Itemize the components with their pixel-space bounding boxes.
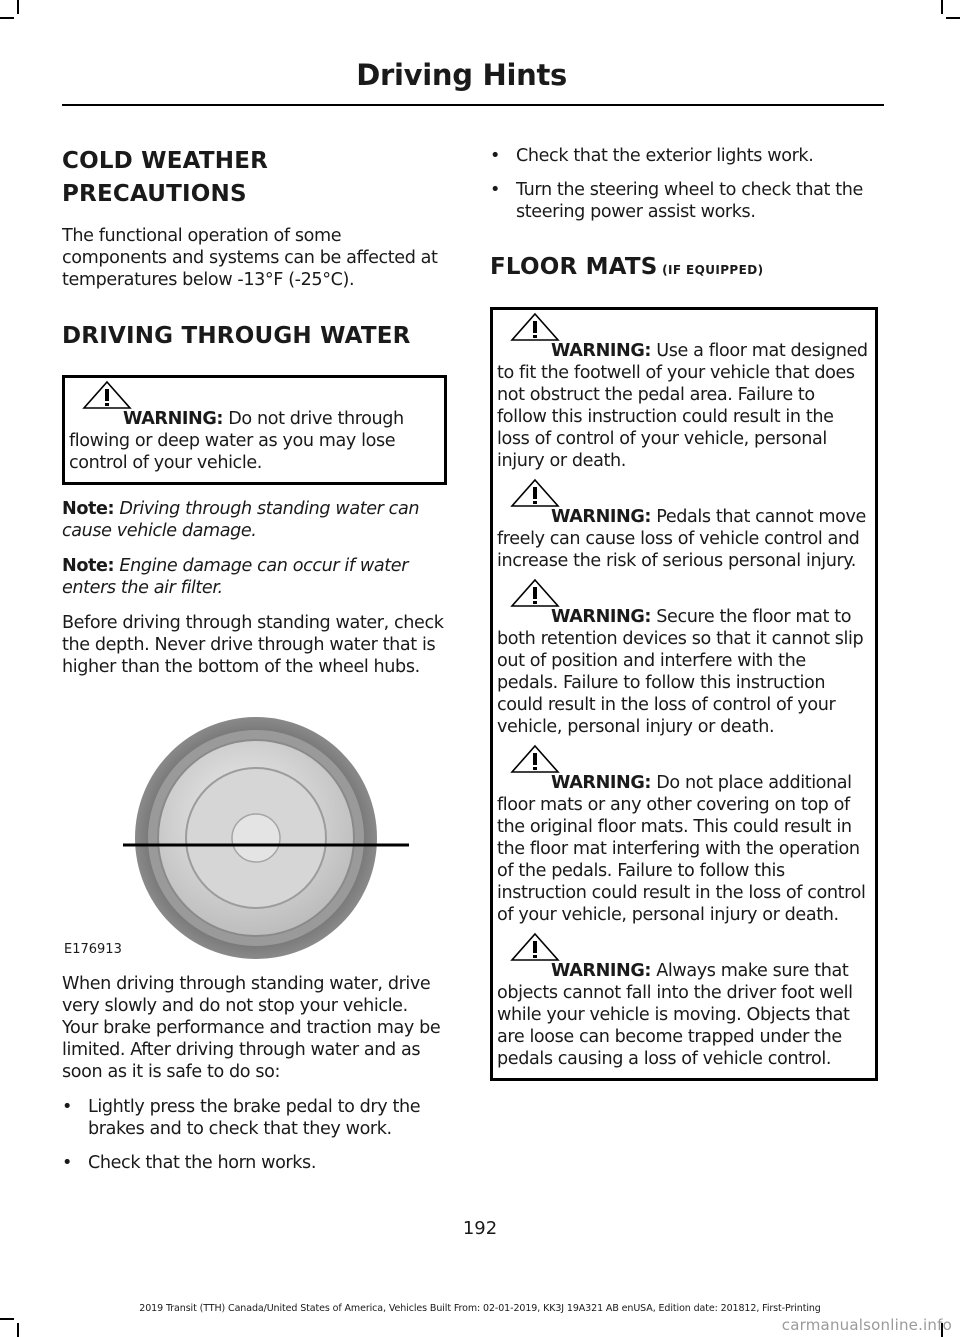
warning-label: WARNING:	[551, 961, 652, 981]
floor-mats-warning-box	[490, 307, 878, 1081]
figure-id: E176913	[64, 942, 122, 957]
note-text: Engine damage can occur if water enters the air filter.	[62, 556, 409, 598]
wheel-illustration	[62, 698, 447, 961]
warning-item	[69, 408, 438, 474]
crop-mark	[941, 0, 943, 14]
bullet-icon: •	[62, 1153, 72, 1173]
water-depth-text: Before driving through standing water, check the depth. Never drive through water that is higher than the bottom of the wheel hubs.	[62, 613, 444, 677]
cold-weather-heading-line-2: PRECAUTIONS	[62, 181, 247, 207]
crop-mark	[0, 1318, 14, 1320]
crop-mark	[0, 17, 14, 19]
crop-mark	[946, 17, 960, 19]
bullet-icon: •	[490, 146, 500, 166]
note-text: Driving through standing water can cause vehicle damage.	[62, 499, 420, 541]
bullet-icon: •	[62, 1097, 72, 1117]
list-item-text: Turn the steering wheel to check that the steering power assist works.	[516, 180, 863, 222]
note	[62, 555, 447, 599]
warning-triangle-icon	[509, 578, 561, 608]
warning-triangle-icon	[81, 380, 133, 410]
warning-triangle-icon	[509, 478, 561, 508]
right-column	[490, 145, 878, 1081]
warning-item	[497, 340, 869, 472]
crop-mark	[17, 1323, 19, 1337]
warning-text: Do not drive through flowing or deep water as you may lose control of your vehicle.	[69, 409, 404, 473]
warning-label: WARNING:	[123, 409, 224, 429]
watermark: carmanualsonline.info	[781, 1316, 952, 1334]
floor-mats-heading	[490, 251, 878, 287]
water-warning-box	[62, 375, 447, 485]
after-water-text: When driving through standing water, drive very slowly and do not stop your vehicle. Your brake performance and traction may be limited. After driving through water and as soon as it is safe to do so:	[62, 974, 441, 1082]
floor-mats-heading-qualifier: (IF EQUIPPED)	[657, 263, 764, 277]
cold-weather-heading	[62, 145, 447, 211]
after-water-bullets-continued	[490, 145, 878, 223]
header-divider	[62, 104, 884, 106]
page-title: Driving Hints	[356, 58, 567, 92]
list-item	[62, 1096, 447, 1140]
warning-item	[497, 960, 869, 1070]
note	[62, 498, 447, 542]
left-column	[62, 145, 447, 1186]
list-item	[62, 1152, 447, 1174]
driving-through-water-heading: DRIVING THROUGH WATER	[62, 323, 411, 349]
edition-footer: 2019 Transit (TTH) Canada/United States of America, Vehicles Built From: 02-01-2019, KK3J 19A321 AB enUSA, Edition date: 201812, First-Printing	[139, 1303, 821, 1314]
list-item	[490, 179, 878, 223]
warning-item	[497, 606, 869, 738]
page-number: 192	[462, 1218, 498, 1239]
list-item	[490, 145, 878, 167]
warning-text: Pedals that cannot move freely can cause loss of vehicle control and increase the risk of serious personal injury.	[497, 507, 866, 571]
after-water-bullets	[62, 1096, 447, 1174]
list-item-text: Check that the horn works.	[88, 1153, 317, 1173]
warning-label: WARNING:	[551, 773, 652, 793]
wheel-water-level-figure	[62, 698, 447, 961]
crop-mark	[17, 0, 19, 14]
warning-triangle-icon	[509, 932, 561, 962]
warning-text: Secure the floor mat to both retention devices so that it cannot slip out of position and interfere with the pedals. Failure to follow this instruction could result in the loss of control of your vehicle, personal injury or death.	[497, 607, 864, 737]
list-item-text: Lightly press the brake pedal to dry the brakes and to check that they work.	[88, 1097, 421, 1139]
warning-text: Do not place additional floor mats or any other covering on top of the original floor mats. This could result in the floor mat interfering with the operation of the pedals. Failure to follow this instruction could result in the loss of control of your vehicle, personal injury or death.	[497, 773, 866, 925]
warning-label: WARNING:	[551, 507, 652, 527]
list-item-text: Check that the exterior lights work.	[516, 146, 814, 166]
warning-item	[497, 506, 869, 572]
warning-text: Always make sure that objects cannot fall into the driver foot well while your vehicle is moving. Objects that are loose can become trapped under the pedals causing a loss of vehicle control.	[497, 961, 853, 1069]
warning-triangle-icon	[509, 312, 561, 342]
note-label: Note:	[62, 499, 115, 519]
warning-text: Use a floor mat designed to fit the footwell of your vehicle that does not obstruct the pedal area. Failure to follow this instruction could result in the loss of control of your vehicle, personal injury or death.	[497, 341, 868, 471]
warning-item	[497, 772, 869, 926]
warning-label: WARNING:	[551, 607, 652, 627]
warning-label: WARNING:	[551, 341, 652, 361]
note-label: Note:	[62, 556, 115, 576]
cold-weather-heading-line-1: COLD WEATHER	[62, 148, 269, 174]
cold-weather-text: The functional operation of some components and systems can be affected at temperatures below -13°F (-25°C).	[62, 226, 438, 290]
warning-triangle-icon	[509, 744, 561, 774]
floor-mats-heading-text: FLOOR MATS	[490, 254, 658, 280]
bullet-icon: •	[490, 180, 500, 200]
